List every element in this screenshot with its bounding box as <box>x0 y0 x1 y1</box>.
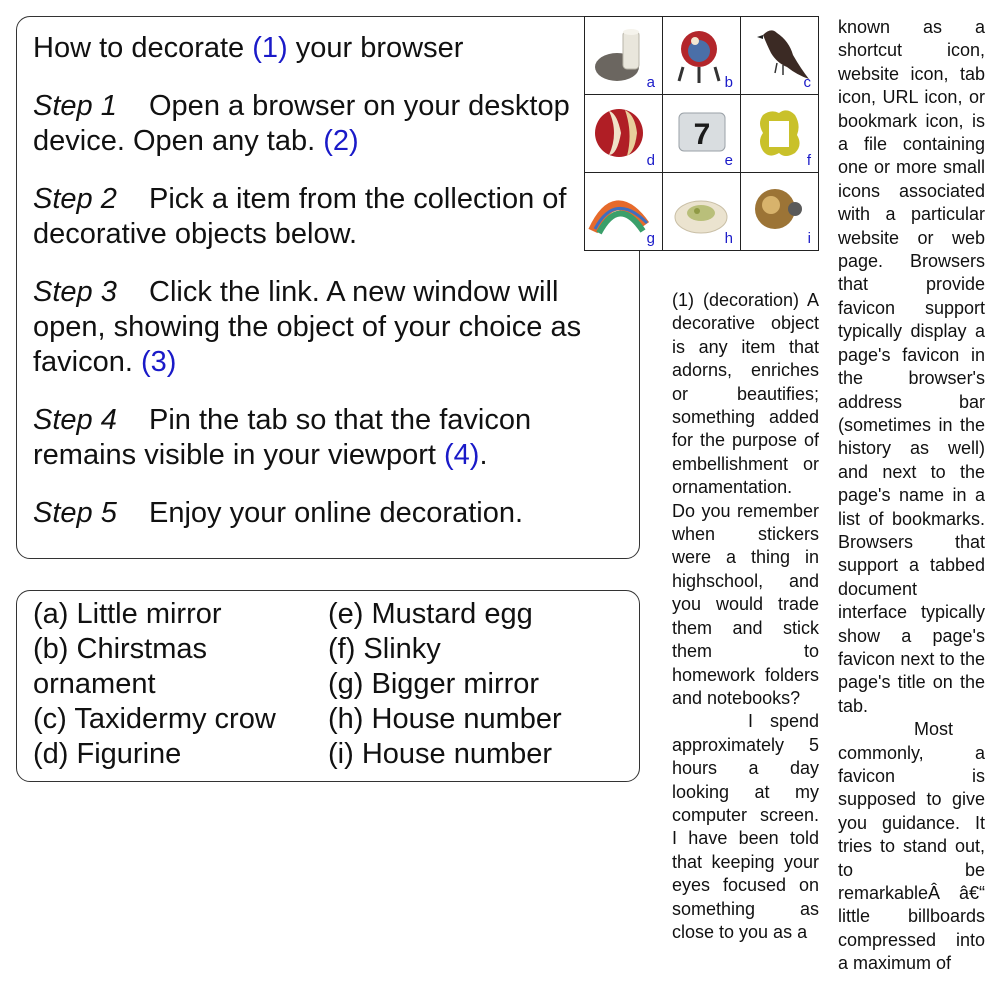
step-label: Step 5 <box>33 497 117 529</box>
favicon-text-1: known as a shortcut icon, website icon, tab icon, URL icon, or bookmark icon, is a file containing one or more small icons associated with a particular website or web page. Browsers that provide favicon support typically display a page's favicon in the browser's address bar (sometimes in the history as well) and next to the page's name in a list of bookmarks. Browsers that support a tabbed document interface typically show a page's favicon next to the page's title on the tab. <box>838 17 985 716</box>
step-2 <box>33 182 623 252</box>
step-text: Click the link. A new window will open, showing the object of your choice as favicon. <box>33 276 582 378</box>
instructions-panel <box>16 16 640 559</box>
title-text: How to decorate <box>33 32 253 64</box>
list-item: (a) Little mirror <box>33 598 222 630</box>
grid-cell-d[interactable] <box>585 95 663 173</box>
step-text: Enjoy your online decoration. <box>149 497 524 529</box>
grid-cell-h[interactable] <box>663 173 741 251</box>
objects-list-panel <box>16 590 640 782</box>
step-1 <box>33 89 623 159</box>
list-item: (i) House number <box>328 738 553 770</box>
step-label: Step 1 <box>33 90 117 122</box>
footnote-text-2: I spend approximately 5 hours a day looking at my computer screen. I have been told that keeping your eyes focused on something as close to you as a <box>672 711 819 942</box>
step-4 <box>33 403 623 473</box>
title-text-end: your browser <box>287 32 464 64</box>
objects-list-right <box>328 597 623 772</box>
step-label: Step 2 <box>33 183 117 215</box>
footnote-column <box>672 289 819 1000</box>
list-item: (f) Slinky <box>328 633 441 665</box>
step-label: Step 3 <box>33 276 117 308</box>
footnote-ref-1[interactable]: (1) <box>252 32 288 64</box>
page-title <box>33 31 623 66</box>
list-item: (g) Bigger mirror <box>328 668 540 700</box>
footnote-text-1: (1) (decoration) A decorative object is any item that adorns, enriches or beautifies; something added for the purpose of embellishment or ornamentation. Do you remember when stickers were a thing in highschool, and you would trade them and stick them to homework folders and notebooks? <box>672 290 819 708</box>
cell-letter: e <box>724 152 733 169</box>
cell-letter: g <box>646 230 655 247</box>
grid-cell-c[interactable] <box>741 17 819 95</box>
grid-cell-a[interactable] <box>585 17 663 95</box>
step-text: Pin the tab so that the favicon remains visible in your viewport <box>33 404 532 471</box>
cell-letter: b <box>724 74 733 91</box>
cell-letter: f <box>806 152 811 169</box>
cell-letter: i <box>807 230 811 247</box>
cell-letter: d <box>646 152 655 169</box>
footnote-ref-3[interactable]: (3) <box>141 346 177 378</box>
cell-letter: a <box>646 74 655 91</box>
list-item: (h) House number <box>328 703 562 735</box>
step-5 <box>33 496 623 531</box>
step-text: Open a browser on your desktop device. Open any tab. <box>33 90 570 157</box>
footnote-ref-4[interactable]: (4) <box>443 439 480 471</box>
grid-cell-e[interactable] <box>663 95 741 173</box>
favicon-column <box>838 16 985 1000</box>
list-item: (b) Chirstmas ornament <box>33 633 208 700</box>
cell-letter: c <box>803 74 811 91</box>
grid-cell-f[interactable] <box>741 95 819 173</box>
step-label: Step 4 <box>33 404 117 436</box>
favicon-text-2: Most commonly, a favicon is supposed to give you guidance. It tries to stand out, to be remarkableÂ â€“ little billboards compressed into a maximum of <box>838 719 985 974</box>
house-number-text: 7 <box>693 118 711 151</box>
list-item: (d) Figurine <box>33 738 182 770</box>
footnote-ref-2[interactable]: (2) <box>323 125 359 157</box>
grid-cell-b[interactable] <box>663 17 741 95</box>
grid-cell-i[interactable] <box>741 173 819 251</box>
object-grid <box>584 16 819 251</box>
objects-list-left <box>33 597 328 772</box>
step-text: Pick a item from the collection of decorative objects below. <box>33 183 567 250</box>
list-item: (c) Taxidermy crow <box>33 703 276 735</box>
step-3 <box>33 275 623 380</box>
grid-cell-g[interactable] <box>585 173 663 251</box>
cell-letter: h <box>724 230 733 247</box>
list-item: (e) Mustard egg <box>328 598 533 630</box>
step-text-end: . <box>479 439 488 471</box>
